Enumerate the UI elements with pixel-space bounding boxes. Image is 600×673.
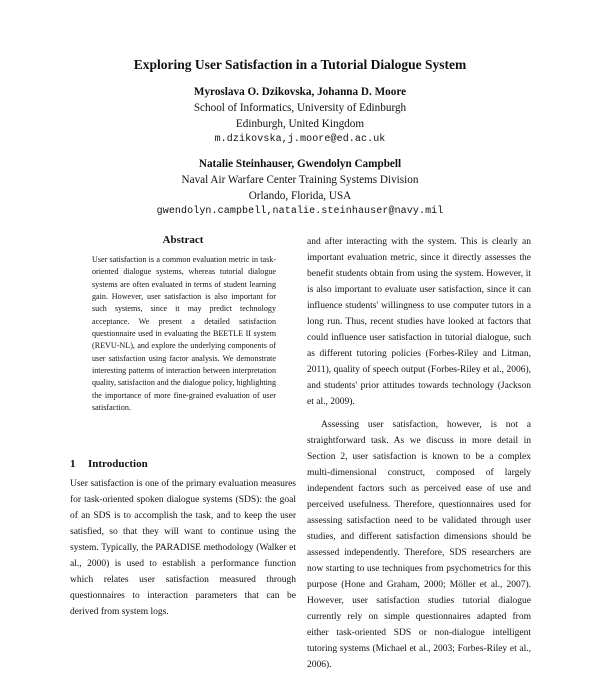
abstract-text: User satisfaction is a common evaluation metric in task-oriented dialogue systems, whereas tutorial dialogue systems are often evaluated in terms of student learning gain. However, user satisfaction is also important for such systems, since it may predict technology acceptance. We present a detailed satisfaction questionnaire used in evaluating the BEETLE II system (REVU-NL), and explore the underlying components of user satisfaction using factor analysis. We demonstrate interesting patterns of interaction between interpretation quality, satisfaction and the dialogue policy, highlighting the importance of more fine-grained evaluation of user satisfaction.	[92, 255, 276, 413]
author-block-2	[0, 156, 600, 220]
author-names: Natalie Steinhauser, Gwendolyn Campbell	[198, 158, 402, 170]
intro-paragraph: User satisfaction is one of the primary evaluation measures for task-oriented spoken dialogue systems (SDS): the goal of an SDS is to accomplish the task, and to keep the user satisfied, so that they will want to continue using the system. Typically, the PARADISE methodology (Walker et al., 2000) is used to establish a performance function which relates user satisfaction measured through questionnaires to interaction parameters that can be derived from system logs.	[70, 479, 296, 617]
paper-title: Exploring User Satisfaction in a Tutorial Dialogue System	[133, 57, 467, 72]
author-email: m.dzikovska,j.moore@ed.ac.uk	[214, 134, 386, 145]
section-number: 1	[70, 458, 76, 470]
author-names: Myroslava O. Dzikovska, Johanna D. Moore	[193, 86, 407, 98]
author-email: gwendolyn.campbell,natalie.steinhauser@navy.mil	[156, 206, 444, 217]
body-paragraph: Assessing user satisfaction, however, is not a straightforward task. As we discuss in more detail in Section 2, user satisfaction is known to be a complex multi-dimensional construct, composed of largely independent factors such as perceived ease of use and perceived usefulness. Therefore, questionnaires used for assessing satisfaction need to be validated through user studies, and different satisfaction dimensions should be assessed independently. Therefore, SDS researchers are now starting to use techniques from psychometrics for this purpose (Hone and Graham, 2000; Möller et al., 2007). However, user satisfaction studies tutorial dialogue currently rely on simple questionnaires adapted from either task-oriented SDS or non-dialogue intelligent tutoring systems (Michael et al., 2003; Forbes-Riley et al., 2006).	[307, 420, 531, 670]
right-column-body	[307, 234, 531, 670]
body-paragraph: and after interacting with the system. This is clearly an important evaluation metric, since it directly assesses the benefit students obtain from using the system. However, it is also important to evaluate user satisfaction, since it can influence students' willingness to use computer tutors in a long run. Thus, recent studies have looked at factors that could influence user satisfaction in tutorial dialogue, such as different tutoring policies (Forbes-Riley and Litman, 2011), quality of speech output (Forbes-Riley et al., 2006), and students' prior attitudes towards technology (Jackson et al., 2009).	[307, 237, 531, 407]
author-affiliation: School of Informatics, University of Edinburgh	[193, 102, 407, 114]
section-heading	[70, 457, 148, 471]
author-location: Orlando, Florida, USA	[248, 190, 352, 202]
author-block-1	[0, 84, 600, 148]
left-column-body	[70, 476, 296, 617]
section-title: Introduction	[88, 458, 148, 470]
abstract-heading: Abstract	[162, 234, 204, 246]
author-location: Edinburgh, United Kingdom	[235, 118, 365, 130]
author-affiliation: Naval Air Warfare Center Training Systems Division	[181, 174, 419, 186]
